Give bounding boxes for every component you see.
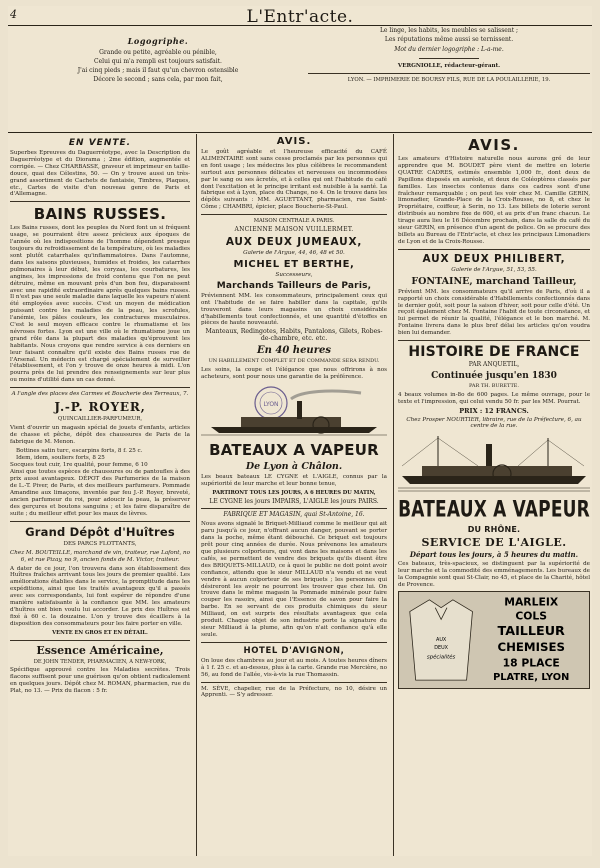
royer-text-2: Ainsi que toutes espèces de chaussures ou de pantoufles à des prix aussi avantageux. DÉPOT des Parfumeries de la maison de L.-T. Piver, de Paris, et des meilleurs parfumeurs. Pommade Amandine aux limaçons, inventée par feu J.-P. Royer, breveté, ancien parfumeur du roi, pour adoucir la peau, la préserver des gerçures et boutons sanguins ; et les faire disparaître de suite ; du meilleur effet pour les maux de lèvres.	[10, 469, 190, 517]
histoire-chez: Chez Prosper NOURTIER, libraire, rue de la Préfecture, 6, au centre de la rue.	[406, 416, 582, 430]
logogriphe-block	[28, 36, 288, 86]
divider	[10, 640, 190, 641]
masthead: L'Entr'acte.	[246, 7, 354, 27]
bateau-rhone-subtitle: DU RHÔNE.	[467, 525, 521, 535]
marleix-side-text: AUX	[436, 636, 447, 643]
bateaux-title: BATEAUX A VAPEUR	[209, 440, 379, 459]
divider	[10, 521, 190, 522]
marleix-illustration	[399, 592, 589, 686]
tailleurs-text: Préviennent MM. les consommateurs, principalement ceux qui ont l'habitude de se faire habiller dans la capitale, qu'ils trouveront dans leurs magasins un choix considérable d'habillements tout confectionnés, et une quantité d'étoffes en pièces de haute nouveauté.	[201, 292, 387, 327]
manteaux-line: Manteaux, Redingotes, Habits, Pantalons, Gilets, Robes-de-chambre, etc. etc.	[205, 328, 383, 343]
bateau-rhone-title: BATEAUX A VAPEUR	[398, 497, 590, 524]
top-right-block	[308, 28, 590, 86]
logogriphe-poem-line: J'ai cinq pieds ; mais il faut qu'un chevron ostensible	[77, 66, 239, 74]
royer-title: J.-P. ROYER,	[54, 400, 146, 415]
fontaine-text: Prévient MM. les consommateurs qu'il arrive de Paris, d'où il a rapporté un choix considérable d'Habillements confectionnés dans le dernier goût, soit pour la saison d'hiver, soit pour celle d'été. Un reçoit également chez M. Fontaine l'habit de toute circonstance, et lui permet de réunir la qualité, l'élégance et le bon marché. M. Fontaine livrera dans le plus bref délai les articles qu'on voudra bien lui demander.	[398, 288, 590, 337]
seve-text: M. SÈVE, chapelier, rue de la Préfecture, no 10, désire un Apprenti. — S'y adresser.	[201, 685, 387, 699]
bateaux-names: LE CYGNE les jours IMPAIRS, L'AIGLE les jours PAIRS.	[209, 497, 379, 505]
poem-line: Les réputations même aussi se ternissent.	[384, 35, 514, 43]
marleix-name: MARLEIX	[504, 595, 559, 609]
royer-address: A l'angle des places des Carmes et Boucherie des Terreaux, 7.	[11, 391, 189, 398]
histoire-text: 4 beaux volumes in-8o de 600 pages. Le même ouvrage, pour le texte et l'impression, qui celui vendu 50 fr. par les MM. Pourrat.	[398, 391, 590, 405]
water-line	[398, 488, 590, 491]
logogriphe-poem-line: Décore le second ; sans cela, par mon fait,	[93, 75, 223, 83]
huitres-subtitle: DES PARCS FLOTTANTS,	[63, 540, 137, 547]
poem-line: Le linge, les habits, les meubles se salissent ;	[379, 27, 519, 34]
divider	[10, 201, 190, 202]
marleix-place: 18 PLACE	[502, 656, 560, 670]
bateaux-text: Les beaux bateaux LE CYGNE et L'AIGLE, connus par la supériorité de leur marche et leur bonne tenue,	[201, 473, 387, 487]
page-number: 4	[10, 8, 17, 21]
heures-text: Les soins, la coupe et l'élégance que nous offrirons à nos acheteurs, sont pour nous une garantie de la préférence.	[201, 367, 387, 380]
section-rule	[8, 132, 592, 133]
logogriphe-answer: Mot du dernier logogriphe : L-a-me.	[394, 45, 504, 53]
successeurs: Successeurs,	[275, 271, 313, 278]
huitres-text: A dater de ce jour, l'on trouvera dans son établissement des Huîtres fraîches arrivant tous les jours de premier qualité. Les améliorations établies dans le service, la promptitude dans les expéditions, ainsi que les traités avantageux qu'il a passés avec ses correspondants, lui font espérer de répondre d'une manière satisfaisante à la confiance que MM. les amateurs d'huîtres ont bien voulu lui accorder. Le prix des Huîtres est fixé à 60 c. la douzaine. L'on y trouve des écaillers à la disposition des consommateurs pour les faire porter en ville.	[10, 565, 190, 627]
logogriphe-poem-line: Grande ou petite, agréable ou pénible,	[99, 49, 217, 56]
deck-shape	[422, 466, 572, 476]
marleix-chemises: CHEMISES	[497, 639, 565, 654]
divider	[201, 642, 387, 643]
royer-text: Vient d'ouvrir un magasin spécial de jouets d'enfants, articles de chasse et pêche, dépôt des chaussures de Paris de la fabrique de M. Menon.	[10, 425, 190, 445]
divider	[398, 340, 590, 341]
vuillermet-line: ANCIENNE MAISON VUILLERMET.	[234, 226, 354, 234]
bains-russes-title: BAINS RUSSES.	[33, 205, 167, 224]
divider	[201, 508, 387, 509]
divider	[201, 214, 387, 215]
column-2	[201, 136, 387, 701]
column-rule	[196, 134, 197, 856]
column-rule	[393, 134, 394, 856]
avis-text-2: Les amateurs d'Histoire naturelle nous aurons gré de leur apprendre que M. BOUDET père vient de mettre en loterie QUATRE CADRES, estimés ensemble 1,000 fr., dont deux de Papillons disposés en auréole, et deux de Coléoptères classés par familles. Les insectes contenus dans ces cadres sont d'une fraîcheur remarquable ; on peut les voir chez M. Camille GERIN, limonadier, Grande-Place de la Croix-Rousse, no 8, et chez le Propriétaire, coiffeur, à Serin, no 13. Les billets de loterie seront distribués au nombre fixe de 600, et au prix d'un franc chacun. Le tirage aura lieu le 16 Décembre prochain, dans la salle du café du sieur GERIN, en présence d'un agent de police. On se procure des billets au Bureau de l'Entr'acte, et chez les principaux Limonadiers de Lyon et de la Croix-Rousse.	[398, 156, 590, 245]
philibert-title: AUX DEUX PHILIBERT,	[422, 252, 566, 265]
essence-text: Spécifique approuvé contre les Maladies secrètes. Trois flacons suffisent pour une guérison qu'on obtient radicalement en quelques jours. Dépôt chez M. ROMAN, pharmacien, rue du Plat, no 13. — Prix du flacon : 5 fr.	[10, 667, 190, 695]
heures-title: En 40 heures	[257, 345, 331, 357]
histoire-author: PAR TH. BURETTE.	[468, 382, 520, 389]
royer-subtitle: QUINCAILLIER-PARFUMEUR,	[57, 416, 143, 423]
aigle-depart: Départ tous les jours, à 5 heures du matin.	[409, 550, 579, 560]
royer-price: Idem, idem, souliers forts, 8 25	[16, 454, 105, 461]
funnel-shape	[297, 401, 302, 419]
marleix-cols: COLS	[515, 609, 548, 623]
essence-subtitle: DE JOHN TENDER, PHARMACIEN, A NEW-YORK,	[33, 658, 167, 665]
divider	[201, 682, 387, 683]
avignon-text: On loue des chambres au jour et au mois. A toutes heures dîners à 1 f. 25 c. et au-dessus, plus à la carte. Grande rue Mercière, no 56, au fond de l'allée, vis-à-vis la rue Thomassin.	[201, 657, 387, 678]
royer-price: Socques tout cuir, 1re qualité, pour femme, 6 10	[10, 461, 148, 468]
divider	[308, 73, 590, 74]
tailleurs-title: Marchands Tailleurs de Paris,	[216, 280, 372, 291]
en-vente-title: EN VENTE.	[68, 138, 132, 148]
aigle-text: Ces bateaux, très-spacieux, se distinguent par la supériorité de leur marche et la commodité des emménagements. Les bureaux de la Compagnie sont quai St-Clair, no 45, et place de la Charité, hôtel de Provence.	[398, 561, 590, 589]
smoke-shape	[291, 391, 361, 399]
marleix-address: PLATRE, LYON	[493, 672, 570, 684]
column-1	[10, 136, 190, 697]
heures-subtitle: UN HABILLEMENT COMPLET ET DE COMMANDE SERA RENDU.	[208, 358, 380, 365]
histoire-prix: PRIX : 12 FRANCS.	[459, 406, 529, 415]
funnel-shape	[486, 444, 492, 466]
jumeaux-title: AUX DEUX JUMEAUX,	[225, 235, 363, 248]
histoire-continuee: Continuée jusqu'en 1830	[431, 370, 557, 381]
marleix-tailleur: TAILLEUR	[497, 623, 565, 639]
marleix-advert	[398, 591, 590, 689]
logogriphe-poem-line: Celui qui m'a rempli est toujours satisfait.	[94, 57, 222, 65]
huitres-chez: Chez M. BOUTEILLE, marchand de vin, traiteur, rue Lafont, no 6, et rue Pizay, no 9, ancien fonds de M. Victor, traiteur.	[10, 549, 190, 563]
essence-title: Essence Américaine,	[36, 643, 164, 657]
divider	[398, 249, 590, 250]
fabrique-title: FABRIQUE ET MAGASIN, quai St-Antoine, 16.	[223, 511, 365, 519]
avis-title-2: AVIS.	[468, 136, 520, 154]
jumeaux-address: Galerie de l'Argue, 44, 46, 48 et 50.	[243, 249, 345, 256]
bateaux-depart: PARTIRONT TOUS LES JOURS, A 6 HEURES DU MATIN,	[212, 489, 376, 496]
philibert-address: Galerie de l'Argue, 51, 53, 55.	[451, 266, 537, 273]
marleix-side-text: DEUX	[434, 644, 448, 651]
imprimerie-line: LYON. — IMPRIMERIE DE BOURSY FILS, RUE DE LA POULAILLERIE, 19.	[347, 76, 551, 83]
bains-russes-text: Les Bains russes, dont les peuples du Nord font un si fréquent usage, se pourraient être assez précieux aux époques de l'année où les indispositions de l'homme dépendent presque toujours du refroidissement de la température, où les maladies sont plutôt catarrhales qu'inflammatoires. Dans l'automne, dans les saisons pluvieuses, humides et froides, les catarrhes pulmonaires à leur début, les coryzas, les courbatures, les angines, les impressions de froid contenu que l'on ne peut détruire, même en mouvant près d'un bon feu, disparaissent avec une rapidité extraordinaire après quelques bains russes. Il n'est pas une seule maladie dans laquelle les vapeurs n'aient été employées avec succès. C'est un moyen de médication puissant contre les maladies de la peau, les scrofules, l'anémie, les pâles couleurs, les contractures musculaires. C'est le seul moyen efficace contre le rhumatisme et les névroses fortes. Lyon est une ville où le rhumatisme joue un grand rôle dans la plupart des maladies qu'éprouvent les habitants. Nous croyons que rendre service à ces derniers en leur faisant connaître qu'il existe des Bains russes rue de l'Arsenal. Un médecin est chargé spécialement de surveiller l'établissement, et l'on y trouve de onze heures à midi. L'on pourra près de lui prendre des renseignements sur leur plus ou moins d'utilité dans un cas donné.	[10, 225, 190, 384]
aigle-title: SERVICE DE L'AIGLE.	[421, 536, 567, 550]
column-3	[398, 136, 590, 689]
newspaper-page	[8, 6, 592, 856]
fontaine-title: FONTAINE, marchand Tailleur,	[411, 275, 577, 287]
divider	[419, 58, 479, 59]
divider	[10, 387, 190, 388]
hull-shape	[211, 427, 377, 433]
gerant-line: VERGNIOLLE, rédacteur-gérant.	[397, 62, 501, 69]
rigging	[402, 438, 584, 466]
histoire-title: HISTOIRE DE FRANCE	[408, 344, 580, 361]
rhone-steamboat-illustration	[398, 432, 590, 494]
bateaux-subtitle: De Lyon à Châlon.	[245, 460, 343, 472]
marleix-side-text: spécialités	[426, 654, 456, 661]
huitres-title: Grand Dépôt d'Huîtres	[25, 524, 175, 539]
header-rule	[8, 25, 592, 26]
maison-centrale: MAISON CENTRALE A PARIS.	[253, 218, 335, 225]
en-vente-text: Superbes Epreuves du Daguerréotype, avec la Description du Daguerréotype et du Diorama ; 2me édition, augmentée et corrigée. — Chez CHARBASSE, graveur et imprimeur en taille-douce, quai des Célestins, 50. — On y trouve aussi un très-grand assortiment de Cachets de fantaisie, Timbres, Plaques, etc., Cartes de visite d'un nouveau genre de Paris et d'Allemagne.	[10, 150, 190, 198]
fabrique-text: Nous avons signalé le Briquet-Milliaud comme le meilleur qui ait paru jusqu'à ce jour, n'offrant aucun danger, pouvant se porter dans la poche, même étant débouché. Ce briquet est toujours prêt pour cinq années de durée. Nous prévenons les amateurs que plusieurs colporteurs, qui vont dans les maisons et dans les cafés, se permettent de vendre des briquets qu'ils disent être des BRIQUETS-MILLAUD, ce à quoi le public ne doit point avoir confiance, attendu que le sieur MILLAUD n'a vendu et ne veut vendre à aucun colporteur de ses briquets ; les personnes qui désireront les avoir ne pourront les trouver que chez lui. On trouve dans le même magasin la Pommade minérale pour faire couper les rasoirs, ainsi que l'Essence de savon pour faire la barbe. En se servant de ces produits chimiques du sieur Milliaud, on est surpris des résultats avantageux que cela produit. Chaque objet de son industrie porte la signature du sieur Milliaud à la plume, afin qu'on n'ait confiance qu'à elle seule.	[201, 521, 387, 638]
logogriphe-title: Logogriphe.	[127, 36, 189, 46]
stamp-text: LYON	[263, 400, 279, 408]
histoire-by: PAR ANQUETIL,	[468, 361, 520, 369]
michel-berthe-title: MICHEL ET BERTHE,	[233, 258, 355, 270]
avis-text: Le goût agréable et l'heureuse efficacité du CAFÉ ALIMENTAIRE sont sans cesse proclamés par les personnes qui en font usage ; les médecins les plus célèbres le recommandent surtout aux personnes délicates et nerveuses ou incommodées par le sang ou ses âcretés, et à celles qui ont l'habitude du café dont l'excitation et le principe irritant est nuisible à la santé. La fabrique est à Lyon, place du Change, no 4. On le trouve dans les dépôts suivants : MM. AGUETTANT, pharmacien, rue Saint-Côme ; CHAMBRI, épicier, place Boucherie-St-Paul.	[201, 149, 387, 211]
royer-price: Bottines satin turc, escarpins forts, 8 f. 25 c.	[16, 447, 143, 454]
avis-title: AVIS.	[276, 136, 312, 147]
huitres-foot: VENTE EN GROS ET EN DÉTAIL.	[52, 629, 148, 636]
steamboat-illustration	[201, 383, 387, 439]
avignon-title: HOTEL D'AVIGNON,	[243, 645, 345, 656]
